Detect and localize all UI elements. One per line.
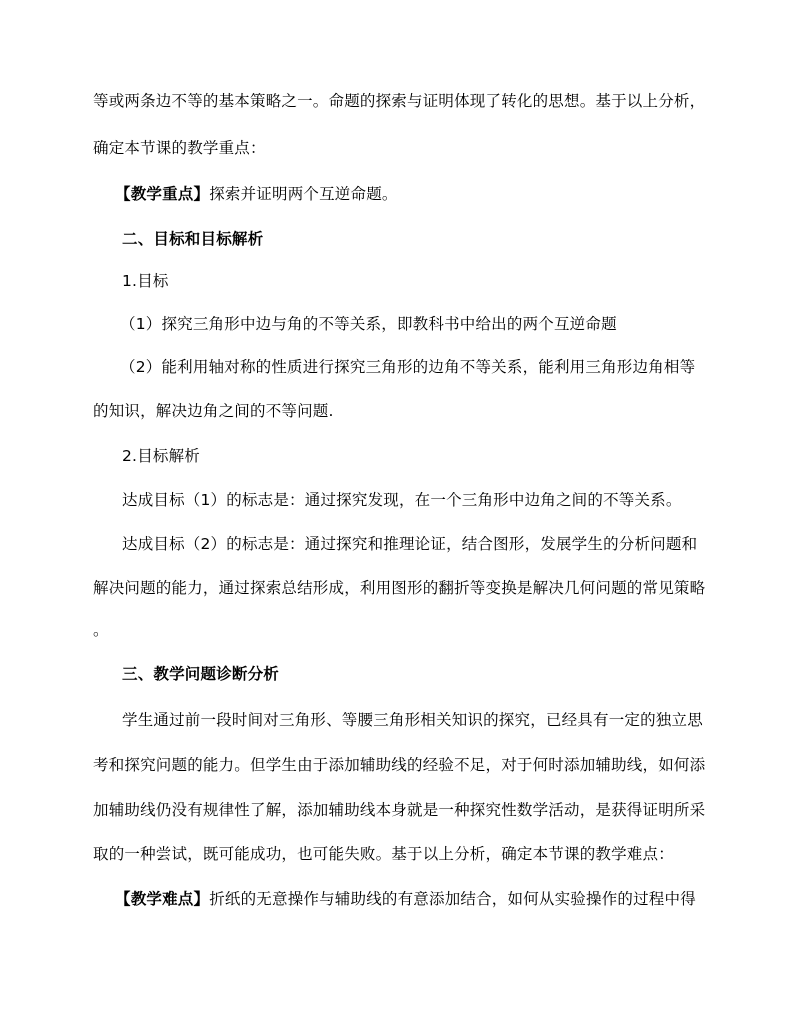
analysis-1: 达成目标（1）的标志是：通过探究发现，在一个三角形中边角之间的不等关系。 bbox=[122, 491, 682, 509]
section-3-para-line-4: 取的一种尝试，既可能成功，也可能失败。基于以上分析，确定本节课的教学难点： bbox=[93, 845, 674, 863]
analysis-heading: 2.目标解析 bbox=[122, 447, 200, 465]
analysis-2-line-1: 达成目标（2）的标志是：通过探究和推理论证，结合图形，发展学生的分析问题和 bbox=[122, 535, 698, 553]
paragraph-1-line-1: 等或两条边不等的基本策略之一。命题的探索与证明体现了转化的思想。基于以上分析， bbox=[93, 92, 706, 110]
analysis-2-line-2: 解决问题的能力，通过探索总结形成，利用图形的翻折等变换是解决几何问题的常见策略 bbox=[93, 579, 706, 597]
analysis-2-line-3: 。 bbox=[93, 621, 109, 639]
section-3-para-line-2: 考和探究问题的能力。但学生由于添加辅助线的经验不足，对于何时添加辅助线，如何添 bbox=[93, 756, 706, 774]
section-3-heading: 三、教学问题诊断分析 bbox=[122, 665, 280, 683]
goal-2-line-1: （2）能利用轴对称的性质进行探究三角形的边角不等关系，能利用三角形边角相等 bbox=[120, 358, 696, 376]
difficulty-text: 折纸的无意操作与辅助线的有意添加结合，如何从实验操作的过程中得 bbox=[209, 890, 696, 908]
key-point-text: 探索并证明两个互逆命题。 bbox=[209, 185, 398, 203]
goal-2-line-2: 的知识，解决边角之间的不等问题. bbox=[93, 402, 334, 420]
section-3-para-line-1: 学生通过前一段时间对三角形、等腰三角形相关知识的探究，已经具有一定的独立思 bbox=[122, 711, 703, 729]
key-point-label: 【教学重点】 bbox=[115, 185, 210, 203]
key-point-line bbox=[115, 184, 398, 204]
section-3-para-line-3: 加辅助线仍没有规律性了解，添加辅助线本身就是一种探究性数学活动，是获得证明所采 bbox=[93, 801, 706, 819]
paragraph-1-line-2: 确定本节课的教学重点： bbox=[93, 139, 266, 157]
difficulty-line bbox=[115, 889, 696, 909]
goal-1: （1）探究三角形中边与角的不等关系，即教科书中给出的两个互逆命题 bbox=[120, 315, 617, 333]
section-2-heading: 二、目标和目标解析 bbox=[122, 230, 264, 248]
goals-heading: 1.目标 bbox=[122, 272, 169, 290]
difficulty-label: 【教学难点】 bbox=[115, 890, 210, 908]
